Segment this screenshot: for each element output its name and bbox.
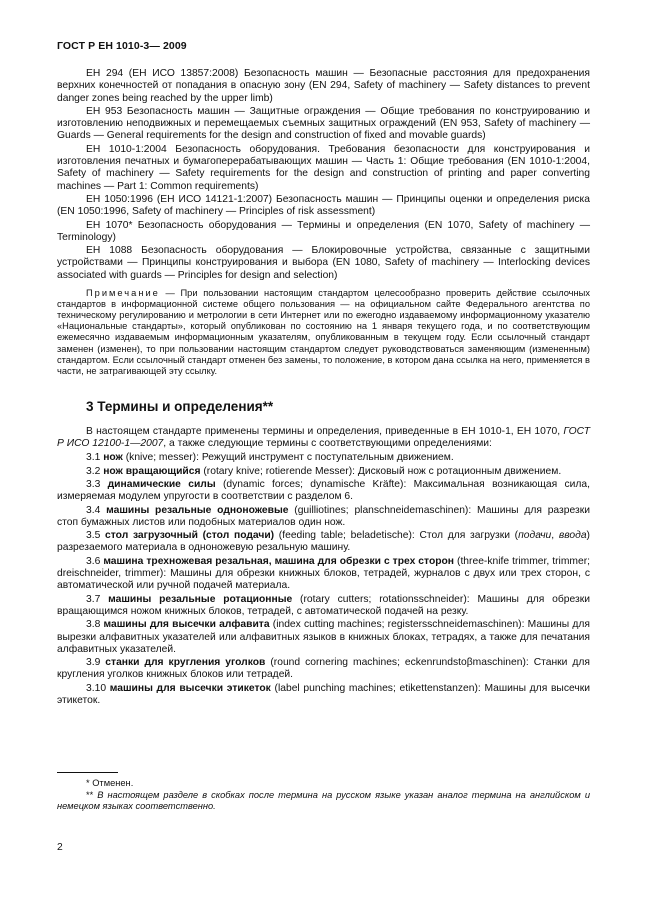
term-name: стол загрузочный (стол подачи)	[105, 530, 275, 542]
term-italic: подачи	[518, 530, 552, 542]
section-title: 3 Термины и определения**	[86, 398, 274, 414]
term-italic: ввода	[558, 530, 587, 542]
term-name: динамические силы	[107, 478, 216, 490]
term-text: (three-knife trimmer, trimmer; dreischneider, trimmer): Машины для обрезки книжных блоков, тетрадей, журналов с двух или трех сторон, с автоматической или ручной подачей материала.	[57, 555, 590, 592]
footnote-text: В настоящем разделе в скобках после термина на русском языке указан аналог термина на английском и немецком языках соответственно.	[57, 789, 590, 811]
reference-item: ЕН 1088 Безопасность оборудования — Блокировочные устройства, связанные с защитными устройствами — Принципы конструирования и выбора (EN 1080, Safety of machinery — Interlocking devices associated with guards — Principles for design and selection)	[57, 245, 590, 281]
standard-header: ГОСТ Р ЕН 1010-3— 2009	[57, 40, 187, 52]
footnote	[57, 790, 590, 813]
footnote-mark: *	[86, 778, 93, 788]
reference-item: ЕН 953 Безопасность машин — Защитные ограждения — Общие требования по конструированию и изготовлению неподвижных и перемещаемых съемных защитных ограждений (EN 953, Safety of machinery — Guards — General requirements for the design and construction of fixed and movable guards)	[57, 105, 590, 142]
reference-item: ЕН 1050:1996 (ЕН ИСО 14121-1:2007) Безопасность машин — Принципы оценки и определения риска (EN 1050:1996, Safety of machinery — Principles of risk assessment)	[57, 193, 590, 218]
term-name: машины для высечки этикеток	[109, 682, 271, 694]
term-text: (knive; messer): Режущий инструмент с поступательным движением.	[122, 452, 454, 464]
term-text: (label punching machines; etikettenstanzen): Машины для высечки этикеток.	[57, 682, 590, 707]
term-text: (dynamic forces; dynamische Kräfte): Максимальная возникающая сила, измеряемая модулем упругости в соответствии с разделом 6.	[57, 478, 590, 503]
term-definition	[57, 479, 590, 504]
term-definition	[57, 594, 590, 619]
term-number: 3.3	[86, 478, 108, 490]
footnote-mark: **	[86, 789, 98, 800]
intro-text: В настоящем стандарте применены термины и определения, приведенные в ЕН 1010-1, ЕН 1070,	[86, 425, 564, 437]
term-text: (guilliotines; planschneidemaschinen): Машины для разрезки стоп бумажных листов или подобных материалов один нож.	[57, 504, 590, 528]
term-name: машины резальные одноножевые	[106, 504, 289, 516]
section-intro	[57, 426, 590, 451]
term-text: (round cornering machines; eckenrundstoβmaschinen): Станки для кругления уголков книжных блоков или тетрадей.	[57, 657, 590, 681]
term-number: 3.8	[86, 619, 104, 631]
term-definition	[57, 657, 590, 682]
term-number: 3.2	[86, 465, 104, 477]
normative-references	[57, 68, 590, 282]
intro-standard-ref: ГОСТ Р ИСО 12100-1—2007	[57, 425, 590, 450]
term-number: 3.6	[86, 555, 104, 567]
term-definition	[57, 530, 590, 555]
term-definition	[57, 683, 590, 708]
term-text: (feeding table; beladetische): Стол для загрузки (	[274, 530, 519, 542]
reference-item: ЕН 1070* Безопасность оборудования — Термины и определения (EN 1070, Safety of machinery — Terminology)	[57, 219, 590, 243]
term-number: 3.7	[86, 593, 109, 605]
term-definition	[57, 505, 590, 530]
note-label: Примечание	[86, 288, 160, 299]
footnote	[57, 778, 590, 790]
reference-item: ЕН 1010-1:2004 Безопасность оборудования. Требования безопасности для конструирования и изготовления печатных и бумагоперерабатывающих машин — Часть 1: Общие требования (EN 1010-1:2004, Safety of machinery — Safety requirements for the design and construction of printing and paper converting machines — Part 1: Common requirements)	[57, 143, 590, 192]
term-text: (index cutting machines; registersschneidemaschinen): Машины для вырезки алфавитных указателей или алфавитных языков в книжных блоках, тетрадях, а также для печатания алфавитных указателей.	[57, 619, 590, 655]
term-number: 3.10	[86, 682, 110, 694]
term-text: ) разрезаемого материала в одноножевую резальную машину.	[57, 530, 590, 554]
term-name: машина трехножевая резальная, машина для обрезки с трех сторон	[103, 555, 455, 567]
page-number: 2	[57, 842, 63, 853]
term-definition	[57, 466, 590, 478]
note-text: — При пользовании настоящим стандартом целесообразно проверить действие ссылочных стандартов в информационной системе общего пользования — на официальном сайте Федерального агентства по техническому регулированию и метрологии в сети Интернет или по ежегодно издаваемому информационному указателю «Национальные стандарты», который опубликован по состоянию на 1 января текущего года, и по соответствующим ежемесячно издаваемым информационным указателям, опубликованным в текущем году. Если ссылочный стандарт заменен (изменен), то при пользовании настоящим стандартом следует руководствоваться заменяющим (измененным) стандартом. Если ссылочный стандарт отменен без замены, то положение, в котором дана ссылка на него, применяется в части, не затрагивающей эту ссылку.	[57, 288, 590, 376]
term-name: машины для высечки алфавита	[103, 619, 270, 631]
term-text: (rotary cutters; rotationsschneider): Машины для обрезки вращающимся ножом книжных блоков, тетрадей, с автоматической подачей на резку.	[57, 593, 591, 617]
term-definition	[57, 556, 590, 593]
reference-item: ЕН 294 (ЕН ИСО 13857:2008) Безопасность машин — Безопасные расстояния для предохранения верхних конечностей от попадания в опасную зону (EN 294, Safety of machinery — Safety distances to prevent danger zones being reached by the upper limb)	[57, 68, 590, 104]
term-definition	[57, 619, 590, 656]
term-number: 3.4	[86, 504, 107, 516]
references-note	[57, 288, 590, 377]
footnote-divider	[57, 772, 118, 773]
term-name: нож	[103, 452, 123, 464]
term-number: 3.9	[86, 657, 106, 669]
term-number: 3.5	[86, 530, 106, 542]
term-name: нож вращающийся	[103, 465, 201, 477]
footnotes	[57, 772, 590, 813]
term-name: машины резальные ротационные	[108, 593, 293, 605]
term-name: станки для кругления уголков	[105, 657, 266, 669]
intro-text-end: , а также следующие термины с соответствующими определениями:	[163, 438, 492, 450]
term-definition	[57, 452, 590, 464]
term-text: ,	[551, 530, 559, 542]
term-text: (rotary knive; rotierende Messer): Дисковый нож с ротационным движением.	[200, 465, 562, 477]
footnote-text: Отменен.	[92, 778, 134, 788]
term-number: 3.1	[86, 452, 104, 464]
